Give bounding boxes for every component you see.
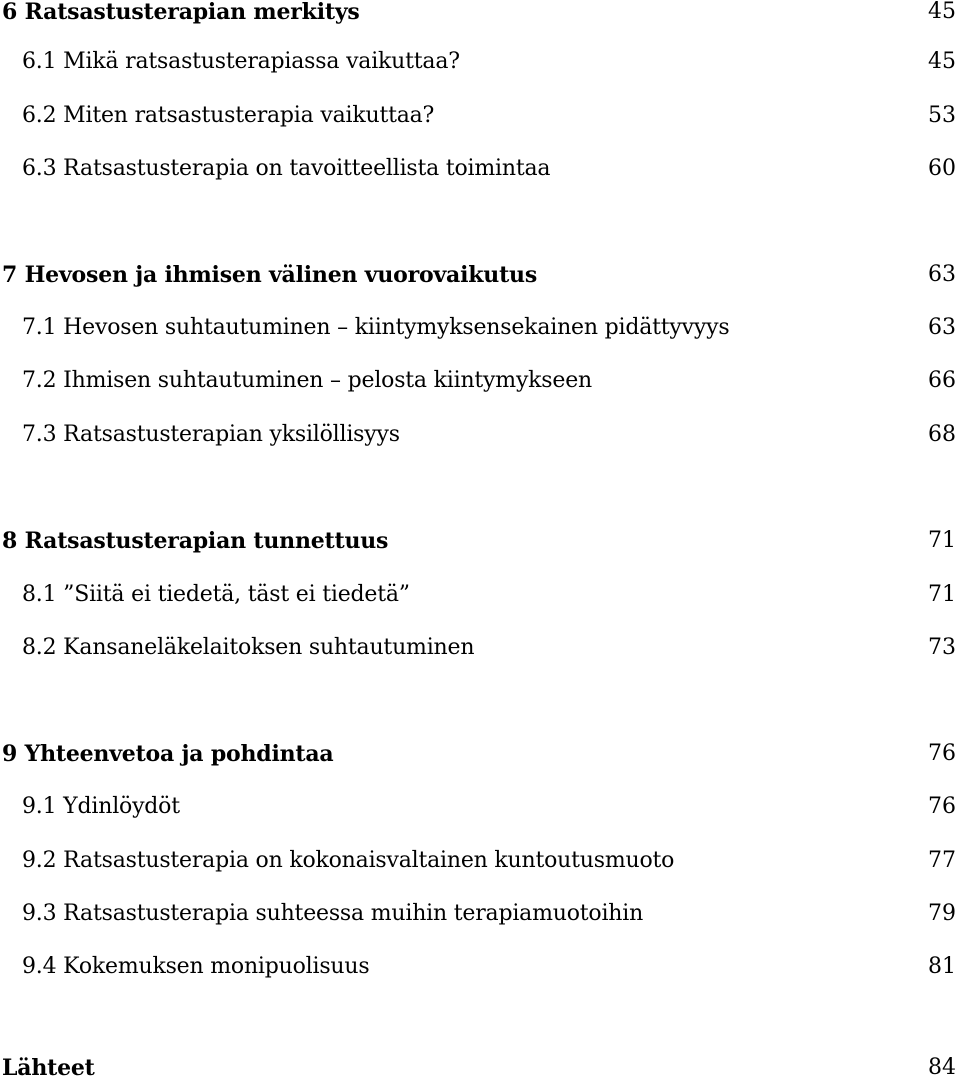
toc-entry-chapter-8[interactable]	[0, 526, 960, 556]
toc-section-title: 9.2 Ratsastusterapia on kokonaisvaltainen kuntoutusmuoto	[22, 848, 675, 873]
toc-page-number: 77	[928, 848, 956, 873]
toc-entry-chapter-7[interactable]	[0, 260, 960, 290]
toc-page-number: 66	[928, 368, 956, 393]
toc-page-number: 63	[928, 315, 956, 340]
toc-entry-section-8-1[interactable]	[0, 580, 960, 610]
toc-page-number: 79	[928, 901, 956, 926]
toc-chapter-title: 8 Ratsastusterapian tunnettuus	[2, 528, 389, 554]
toc-page-number: 71	[928, 528, 956, 553]
toc-chapter-title: 6 Ratsastusterapian merkitys	[2, 0, 360, 25]
toc-entry-section-9-4[interactable]	[0, 952, 960, 982]
toc-entry-section-9-2[interactable]	[0, 846, 960, 876]
toc-page-number: 76	[928, 794, 956, 819]
toc-section-title: 7.1 Hevosen suhtautuminen – kiintymyksensekainen pidättyvyys	[22, 315, 730, 340]
toc-entry-section-7-1[interactable]	[0, 313, 960, 343]
toc-entry-section-7-2[interactable]	[0, 366, 960, 396]
toc-section-title: 8.2 Kansaneläkelaitoksen suhtautuminen	[22, 635, 475, 660]
toc-page-number: 60	[928, 156, 956, 181]
toc-entry-section-7-3[interactable]	[0, 420, 960, 450]
toc-section-title: 7.2 Ihmisen suhtautuminen – pelosta kiintymykseen	[22, 368, 592, 393]
toc-section-title: 9.3 Ratsastusterapia suhteessa muihin terapiamuotoihin	[22, 901, 644, 926]
toc-page-number: 63	[928, 262, 956, 287]
toc-section-title: 8.1 ”Siitä ei tiedetä, täst ei tiedetä”	[22, 582, 410, 607]
toc-page-number: 68	[928, 422, 956, 447]
toc-chapter-title: 7 Hevosen ja ihmisen välinen vuorovaikutus	[2, 262, 538, 288]
toc-page-number: 84	[928, 1055, 956, 1080]
toc-entry-section-6-3[interactable]	[0, 154, 960, 184]
toc-chapter-title: Lähteet	[2, 1055, 95, 1081]
toc-entry-section-9-3[interactable]	[0, 899, 960, 929]
toc-section-title: 9.1 Ydinlöydöt	[22, 794, 180, 819]
toc-page-number: 81	[928, 954, 956, 979]
toc-entry-section-8-2[interactable]	[0, 633, 960, 663]
toc-section-title: 6.3 Ratsastusterapia on tavoitteellista toimintaa	[22, 156, 551, 181]
toc-page-number: 71	[928, 582, 956, 607]
toc-entry-references[interactable]	[0, 1053, 960, 1083]
toc-entry-chapter-9[interactable]	[0, 739, 960, 769]
toc-page-number: 45	[928, 0, 956, 24]
toc-entry-section-9-1[interactable]	[0, 792, 960, 822]
toc-page-number: 53	[928, 103, 956, 128]
toc-section-title: 7.3 Ratsastusterapian yksilöllisyys	[22, 422, 400, 447]
toc-entry-chapter-6[interactable]	[0, 0, 960, 27]
toc-page-number: 76	[928, 741, 956, 766]
toc-section-title: 9.4 Kokemuksen monipuolisuus	[22, 954, 370, 979]
toc-section-title: 6.2 Miten ratsastusterapia vaikuttaa?	[22, 103, 435, 128]
toc-entry-section-6-2[interactable]	[0, 101, 960, 131]
toc-page-number: 45	[928, 49, 956, 74]
toc-entry-section-6-1[interactable]	[0, 47, 960, 77]
toc-page-number: 73	[928, 635, 956, 660]
toc-section-title: 6.1 Mikä ratsastusterapiassa vaikuttaa?	[22, 49, 460, 74]
toc-chapter-title: 9 Yhteenvetoa ja pohdintaa	[2, 741, 334, 767]
